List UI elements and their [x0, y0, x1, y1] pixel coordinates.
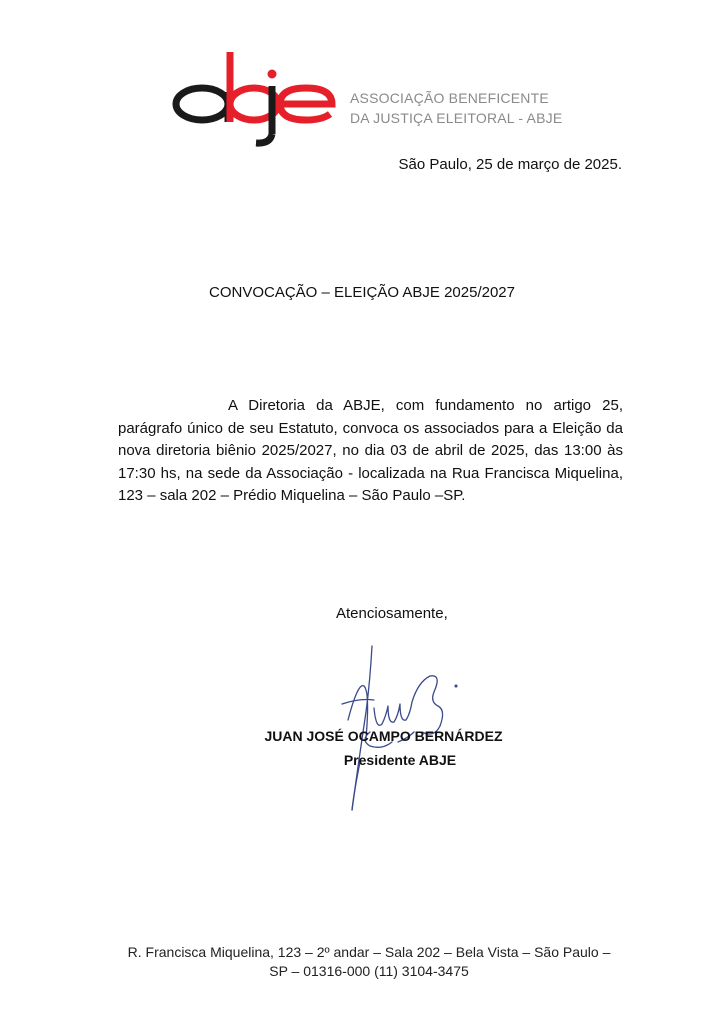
body-paragraph: A Diretoria da ABJE, com fundamento no artigo 25, parágrafo único de seu Estatuto, convoca os associados para a Eleição da nova diretoria biênio 2025/2027, no dia 03 de abril de 2025, das 13:00 às 17:30 hs, na sede da Associação - localizada na Rua Francisca Miquelina, 123 – sala 202 – Prédio Miquelina – São Paulo –SP.: [118, 397, 623, 504]
footer-address: [0, 943, 724, 981]
logo-letter-a: [176, 88, 228, 120]
document-title: CONVOCAÇÃO – ELEIÇÃO ABJE 2025/2027: [209, 284, 515, 301]
abje-logo: [172, 48, 342, 148]
footer-line-2: SP – 01316-000 (11) 3104-3475: [269, 963, 469, 979]
signer-name: JUAN JOSÉ OCAMPO BERNÁRDEZ: [264, 728, 503, 744]
organization-name: [350, 88, 562, 128]
document-date: São Paulo, 25 de março de 2025.: [398, 156, 622, 173]
organization-name-line-1: ASSOCIAÇÃO BENEFICENTE: [350, 90, 549, 106]
organization-name-line-2: DA JUSTIÇA ELEITORAL - ABJE: [350, 110, 563, 126]
document-body: [118, 395, 623, 508]
closing-text: Atenciosamente,: [336, 605, 448, 622]
logo-letter-e: [280, 88, 332, 120]
footer-line-1: R. Francisca Miquelina, 123 – 2º andar – Sala 202 – Bela Vista – São Paulo –: [127, 944, 611, 960]
signer-role: Presidente ABJE: [343, 752, 457, 768]
